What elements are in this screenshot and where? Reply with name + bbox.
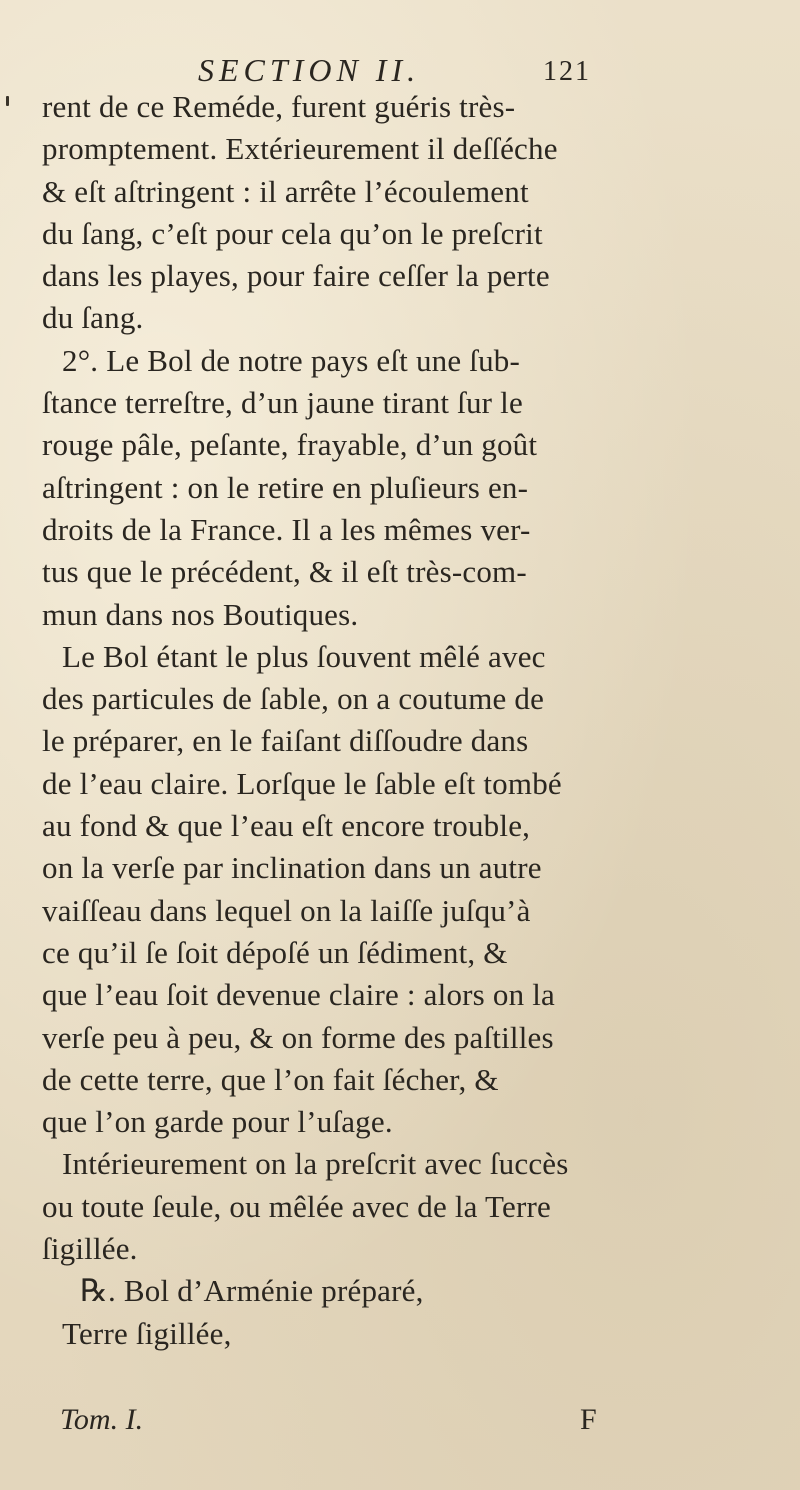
text-line: du ſang. [42,300,144,336]
section-title: SECTION II. [198,52,421,88]
paragraph-start-line: Le Bol étant le plus ſouvent mêlé avec [62,638,546,674]
ink-mark [6,96,9,106]
volume-label: Tom. I. [60,1403,144,1436]
text-line: rent de ce Reméde, furent guéris très- [42,89,516,124]
text-line: ſigillée. [42,1231,138,1267]
text-line: le préparer, en le faiſant diſſoudre dans [42,723,529,759]
text-line: du ſang, c’eſt pour cela qu’on le preſcrit [42,215,543,251]
text-line: verſe peu à peu, & on forme des paſtilles [42,1019,554,1055]
text-line: ce qu’il ſe ſoit dépoſé un ſédiment, & [42,934,508,970]
text-line: ſtance terreſtre, d’un jaune tirant ſur le [42,385,523,421]
text-line: vaiſſeau dans lequel on la laiſſe juſqu’à [42,892,531,928]
text-line: droits de la France. Il a les mêmes ver- [42,511,531,547]
page-footer [0,1403,800,1443]
text-line: de l’eau claire. Lorſque le ſable eſt tombé [42,765,562,801]
text-line: de cette terre, que l’on fait ſécher, & [42,1061,499,1097]
paragraph-start-line: Intérieurement on la preſcrit avec ſuccès [62,1146,569,1182]
page-number: 121 [543,56,591,87]
recipe-line: Terre ſigillée, [62,1315,232,1351]
text-line: aſtringent : on le retire en pluſieurs en- [42,469,529,505]
signature-mark: F [580,1403,597,1436]
text-line: promptement. Extérieurement il deſſéche [42,131,558,167]
paragraph-start-line: 2°. Le Bol de notre pays eſt une ſub- [62,342,520,378]
body-text [42,86,762,1355]
text-line: des particules de ſable, on a coutume de [42,681,545,717]
text-line: tus que le précédent, & il eſt très-com- [42,554,527,590]
text-line: ou toute ſeule, ou mêlée avec de la Terre [42,1188,551,1224]
text-line: rouge pâle, peſante, frayable, d’un goût [42,427,538,463]
text-line: que l’eau ſoit devenue claire : alors on la [42,977,556,1013]
text-line: on la verſe par inclination dans un autre [42,850,542,886]
text-line: au fond & que l’eau eſt encore trouble, [42,808,531,844]
text-line: & eſt aſtringent : il arrête l’écoulement [42,173,529,209]
text-line: mun dans nos Boutiques. [42,596,359,632]
text-line: dans les playes, pour faire ceſſer la perte [42,258,550,294]
text-line: que l’on garde pour l’uſage. [42,1104,393,1140]
recipe-line: ℞. Bol d’Arménie préparé, [80,1273,424,1309]
